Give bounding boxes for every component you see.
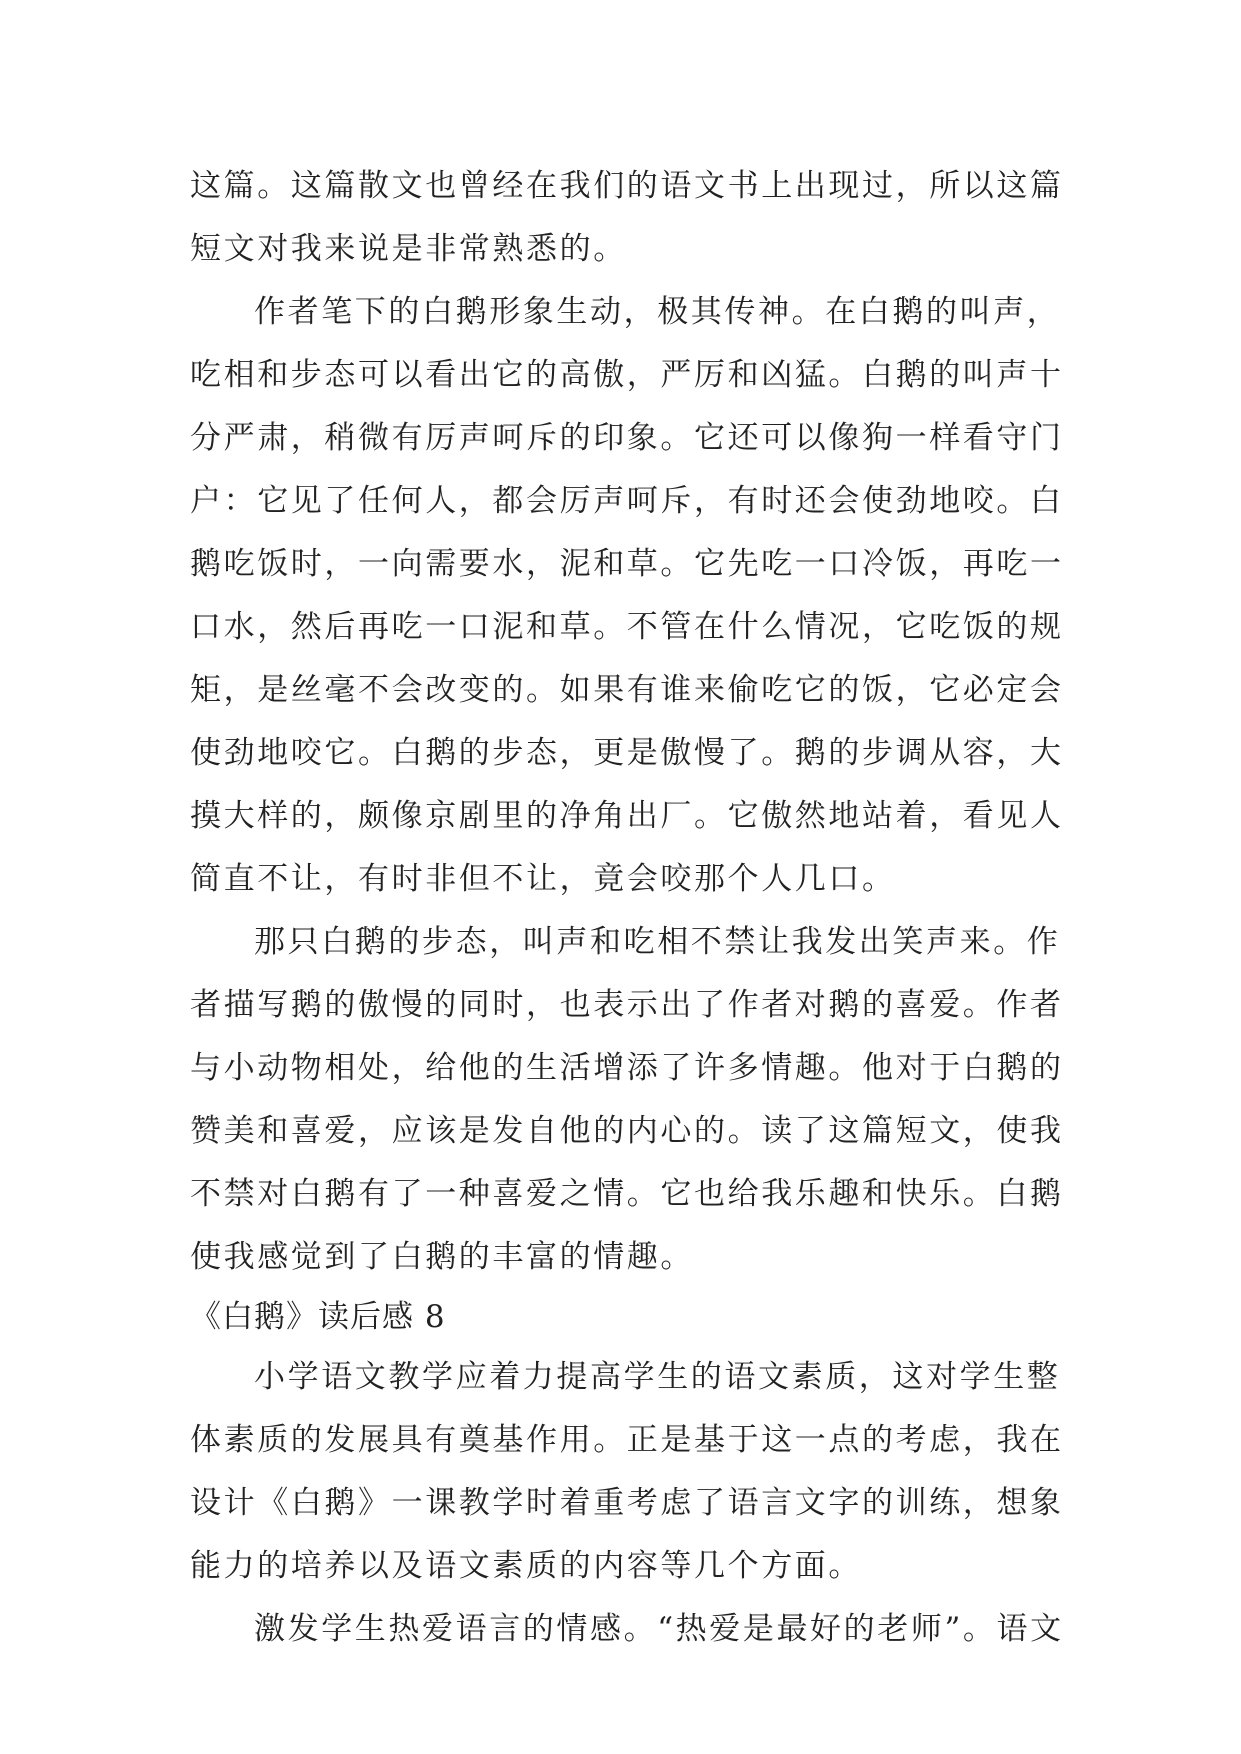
text-line: 矩，是丝毫不会改变的。如果有谁来偷吃它的饭，它必定会	[190, 672, 1064, 708]
section-heading: 《白鹅》读后感 8	[190, 1299, 446, 1335]
text-line: 那只白鹅的步态，叫声和吃相不禁让我发出笑声来。作	[254, 924, 1061, 960]
text-line: 短文对我来说是非常熟悉的。	[190, 231, 627, 267]
text-line: 能力的培养以及语文素质的内容等几个方面。	[190, 1548, 862, 1584]
text-line: 不禁对白鹅有了一种喜爱之情。它也给我乐趣和快乐。白鹅	[190, 1176, 1064, 1212]
text-line: 者描写鹅的傲慢的同时，也表示出了作者对鹅的喜爱。作者	[190, 987, 1064, 1023]
text-line: 使我感觉到了白鹅的丰富的情趣。	[190, 1239, 694, 1275]
text-line: 简直不让，有时非但不让，竟会咬那个人几口。	[190, 861, 896, 897]
text-line: 使劲地咬它。白鹅的步态，更是傲慢了。鹅的步调从容，大	[190, 735, 1064, 771]
text-line: 吃相和步态可以看出它的高傲，严厉和凶猛。白鹅的叫声十	[190, 357, 1064, 393]
text-body	[190, 155, 1064, 1661]
text-line: 体素质的发展具有奠基作用。正是基于这一点的考虑，我在	[190, 1422, 1064, 1458]
text-line: 激发学生热爱语言的情感。“热爱是最好的老师”。语文	[254, 1611, 1064, 1647]
text-line: 分严肃，稍微有厉声呵斥的印象。它还可以像狗一样看守门	[190, 420, 1064, 456]
text-line: 鹅吃饭时，一向需要水，泥和草。它先吃一口冷饭，再吃一	[190, 546, 1064, 582]
text-line: 作者笔下的白鹅形象生动，极其传神。在白鹅的叫声，	[254, 294, 1061, 330]
text-line: 设计《白鹅》一课教学时着重考虑了语言文字的训练，想象	[190, 1485, 1064, 1521]
text-line: 小学语文教学应着力提高学生的语文素质，这对学生整	[254, 1359, 1061, 1395]
text-line: 与小动物相处，给他的生活增添了许多情趣。他对于白鹅的	[190, 1050, 1064, 1086]
text-line: 户：它见了任何人，都会厉声呵斥，有时还会使劲地咬。白	[190, 483, 1064, 519]
text-line: 赞美和喜爱，应该是发自他的内心的。读了这篇短文，使我	[190, 1113, 1064, 1149]
text-line: 摸大样的，颇像京剧里的净角出厂。它傲然地站着，看见人	[190, 798, 1064, 834]
text-line: 口水，然后再吃一口泥和草。不管在什么情况，它吃饭的规	[190, 609, 1064, 645]
text-line: 这篇。这篇散文也曾经在我们的语文书上出现过，所以这篇	[190, 168, 1064, 204]
